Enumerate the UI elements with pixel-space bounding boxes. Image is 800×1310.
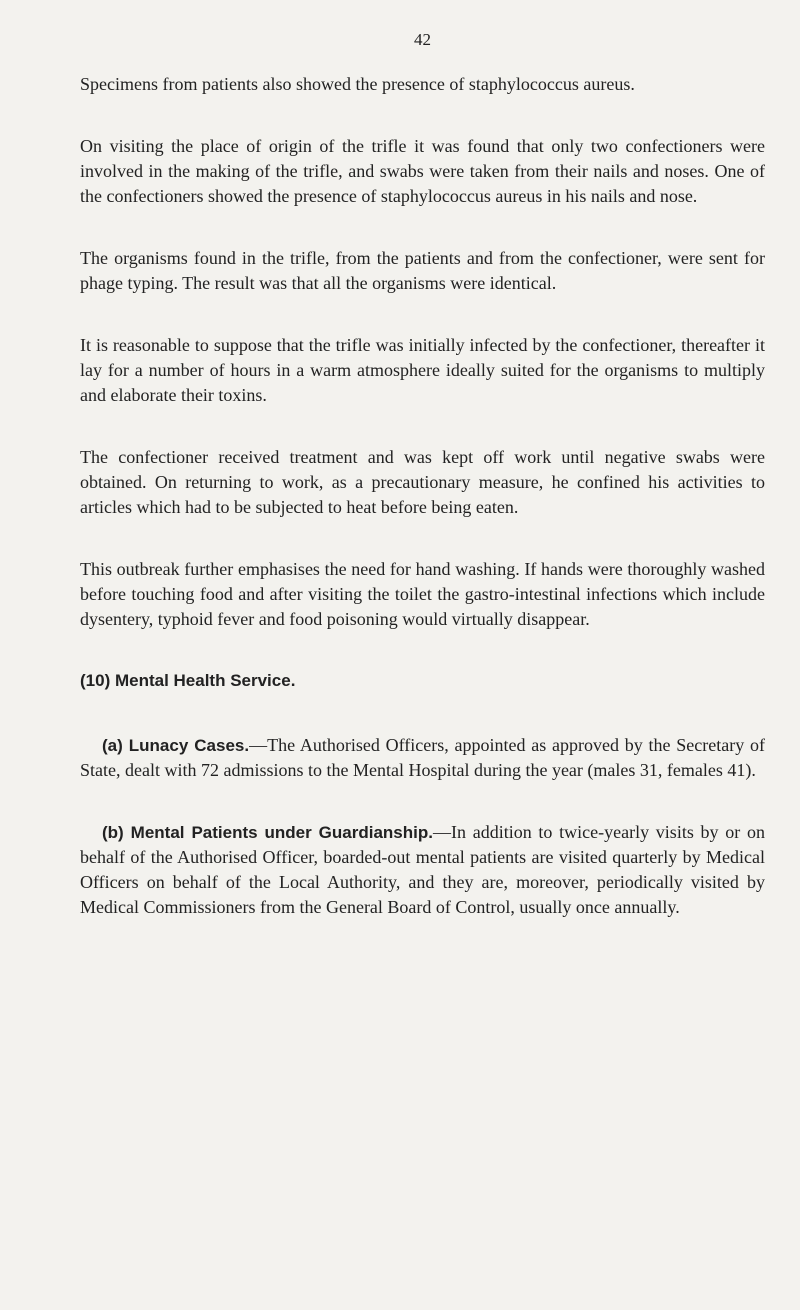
paragraph-guardianship bbox=[80, 820, 765, 920]
paragraph-specimens: Specimens from patients also showed the presence of staphylococcus aureus. bbox=[80, 74, 635, 94]
document-page bbox=[80, 30, 765, 957]
guardianship-text: —In addition to twice-yearly visits by or on behalf of the Authorised Officer, boarded-out mental patients are visited quarterly by Medical Officers on behalf of the Local Authority, and they are, moreover, periodically visited by Medical Commissioners from the General Board of Control, usually once annually. bbox=[80, 822, 765, 917]
paragraph-supposition: It is reasonable to suppose that the trifle was initially infected by the confectioner, thereafter it lay for a number of hours in a warm atmosphere ideally suited for the organisms to multiply and elaborate their toxins. bbox=[80, 335, 765, 405]
guardianship-lead: (b) Mental Patients under Guardianship. bbox=[102, 823, 433, 842]
page-number: 42 bbox=[414, 30, 431, 49]
lunacy-cases-lead: (a) Lunacy Cases. bbox=[102, 736, 250, 755]
paragraph-treatment: The confectioner received treatment and was kept off work until negative swabs were obtained. On returning to work, as a precautionary measure, he confined his activities to articles which had to be subjected to heat before being eaten. bbox=[80, 447, 765, 517]
section-heading: (10) Mental Health Service. bbox=[80, 671, 296, 690]
lunacy-cases-text: —The Authorised Officers, appointed as approved by the Secretary of State, dealt with 72 admissions to the Mental Hospital during the year (males 31, females 41). bbox=[80, 735, 765, 780]
paragraph-visit: On visiting the place of origin of the trifle it was found that only two confectioners were involved in the making of the trifle, and swabs were taken from their nails and noses. One of the confectioners showed the presence of staphylococcus aureus in his nails and nose. bbox=[80, 136, 765, 206]
paragraph-hand-washing: This outbreak further emphasises the need for hand washing. If hands were thoroughly washed before touching food and after visiting the toilet the gastro-intestinal infections which include dysentery, typhoid fever and food poisoning would virtually disappear. bbox=[80, 559, 765, 629]
paragraph-phage-typing: The organisms found in the trifle, from the patients and from the confectioner, were sent for phage typing. The result was that all the organisms were identical. bbox=[80, 248, 765, 293]
paragraph-lunacy-cases bbox=[80, 733, 765, 783]
